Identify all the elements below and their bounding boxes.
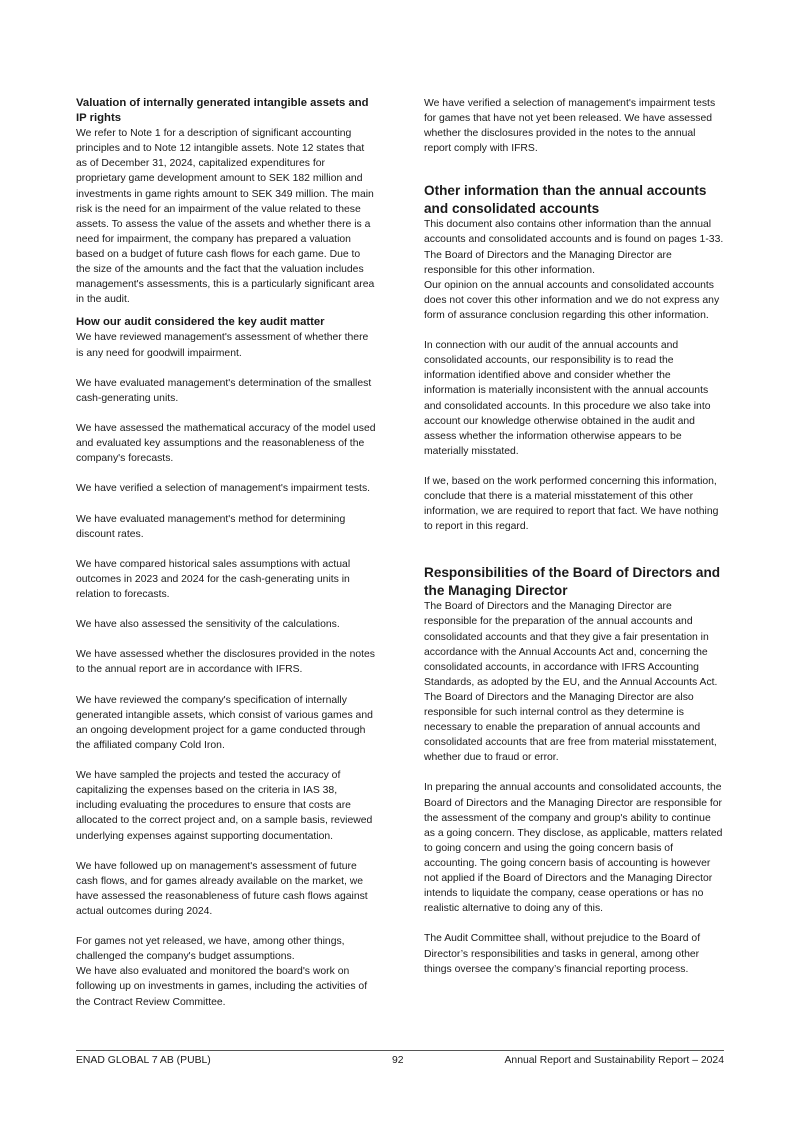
valuation-text: We refer to Note 1 for a description of significant accounting principles and to Note 12 intangible assets. Note 12 states that as of December 31, 2024, capitalized expenditures for proprietary game development amount to SEK 182 million and investments in game rights amount to SEK 349 million. The main risk is the need for an impairment of the value related to these assets. To assess the value of the assets and whether there is a need for impairment, the company has prepared a valuation based on a budget of future cash flows for each game. Due to the size of the amounts and the fact that the valuation includes management's assessments, this is a particularly significant area in the audit. [76,128,375,306]
responsibilities-heading: Responsibilities of the Board of Directors and the Managing Director [424,565,721,598]
audit-item: We have reviewed the company's specification of internally generated intangible assets, which consist of various games and an ongoing development project for a game conducted through the affiliated company Cold Iron. [76,694,373,751]
other-info-paragraph: In connection with our audit of the annual accounts and consolidated accounts, our responsibility is to read the information identified above and consider whether the information is materially inconsistent with the annual accounts and consolidated accounts. In this procedure we also take into account our knowledge otherwise obtained in the audit and assess whether the information otherwise appears to be materially misstated. [424,340,711,457]
other-info-paragraph: If we, based on the work performed concerning this information, conclude that there is a material misstatement of this other information, we are required to report that fact. We have nothing to report in this regard. [424,475,719,533]
audit-item: We have reviewed management's assessment of whether there is any need for goodwill impairment. [76,332,369,359]
audit-item: We have assessed whether the disclosures provided in the notes to the annual report are in accordance with IFRS. [76,649,375,676]
page-number: 92 [392,1055,404,1066]
responsibilities-paragraph: The Board of Directors and the Managing Director are responsible for the preparation of the annual accounts and consolidated accounts and that they give a fair presentation in accordance with the Annual Accounts Act and, concerning the consolidated accounts, in accordance with IFRS Accounting Standards, as adopted by the EU, and the Annual Accounts Act. The Board of Directors and the Managing Director are also responsible for such internal control as they determine is necessary to enable the preparation of annual accounts and consolidated accounts that are free from material misstatement, whether due to fraud or error. [424,601,718,764]
responsibilities-paragraph: The Audit Committee shall, without prejudice to the Board of Director’s responsibilities and tasks in general, among other things oversee the company’s financial reporting process. [424,933,701,975]
audit-item: We have evaluated management's method for determining discount rates. [76,513,346,540]
final-paragraph-2: We have also evaluated and monitored the board's work on following up on investments in games, including the activities of the Contract Review Committee. [76,966,368,1008]
audit-item: We have verified a selection of management's impairment tests. [76,483,371,495]
audit-item: We have followed up on management's assessment of future cash flows, and for games already available on the market, we have assessed the reasonableness of future cash flows against actual outcomes during 2024. [76,860,368,917]
final-paragraph-1: For games not yet released, we have, among other things, challenged the company's budget assumptions. [76,936,345,963]
audit-item: We have assessed the mathematical accuracy of the model used and evaluated key assumptions and the reasonableness of the company's forecasts. [76,422,376,465]
audit-item: We have evaluated management's determination of the smallest cash-generating units. [76,377,372,404]
other-info-paragraph: Our opinion on the annual accounts and consolidated accounts does not cover this other information and we do not express any form of assurance conclusion regarding this other information. [424,279,720,321]
responsibilities-paragraph: In preparing the annual accounts and consolidated accounts, the Board of Directors and the Managing Director are responsible for the assessment of the company and group's ability to continue as a going concern. They disclose, as applicable, matters related to going concern and using the going concern basis of accounting. The going concern basis of accounting is however not applied if the Board of Directors and the Managing Director intends to liquidate the company, cease operations or has no realistic alternative to doing any of this. [424,782,723,915]
audit-heading: How our audit considered the key audit matter [76,316,325,329]
page-footer [76,1050,724,1071]
intro-paragraph: We have verified a selection of management's impairment tests for games that have not yet been released. We have assessed whether the disclosures provided in the notes to the annual report comply with IFRS. [424,98,716,155]
other-info-heading: Other information than the annual accounts and consolidated accounts [424,183,707,216]
left-column [76,96,376,1010]
audit-item: We have sampled the projects and tested the accuracy of capitalizing the expenses based on the criteria in IAS 38, including evaluating the procedures to ensure that costs are allocated to the correct project and, on a sample basis, reviewed underlying expenses against supporting documentation. [76,770,373,842]
valuation-heading: Valuation of internally generated intangible assets and IP rights [76,97,369,125]
other-info-paragraph: This document also contains other information than the annual accounts and consolidated accounts and is found on pages 1-33. The Board of Directors and the Managing Director are responsible for this other information. [424,219,724,276]
footer-report-title: Annual Report and Sustainability Report – 2024 [504,1055,724,1066]
right-column [424,96,724,977]
audit-item: We have also assessed the sensitivity of the calculations. [76,619,340,631]
audit-item: We have compared historical sales assumptions with actual outcomes in 2023 and 2024 for the cash-generating units in relation to forecasts. [76,558,351,600]
footer-company: ENAD GLOBAL 7 AB (PUBL) [76,1055,211,1066]
